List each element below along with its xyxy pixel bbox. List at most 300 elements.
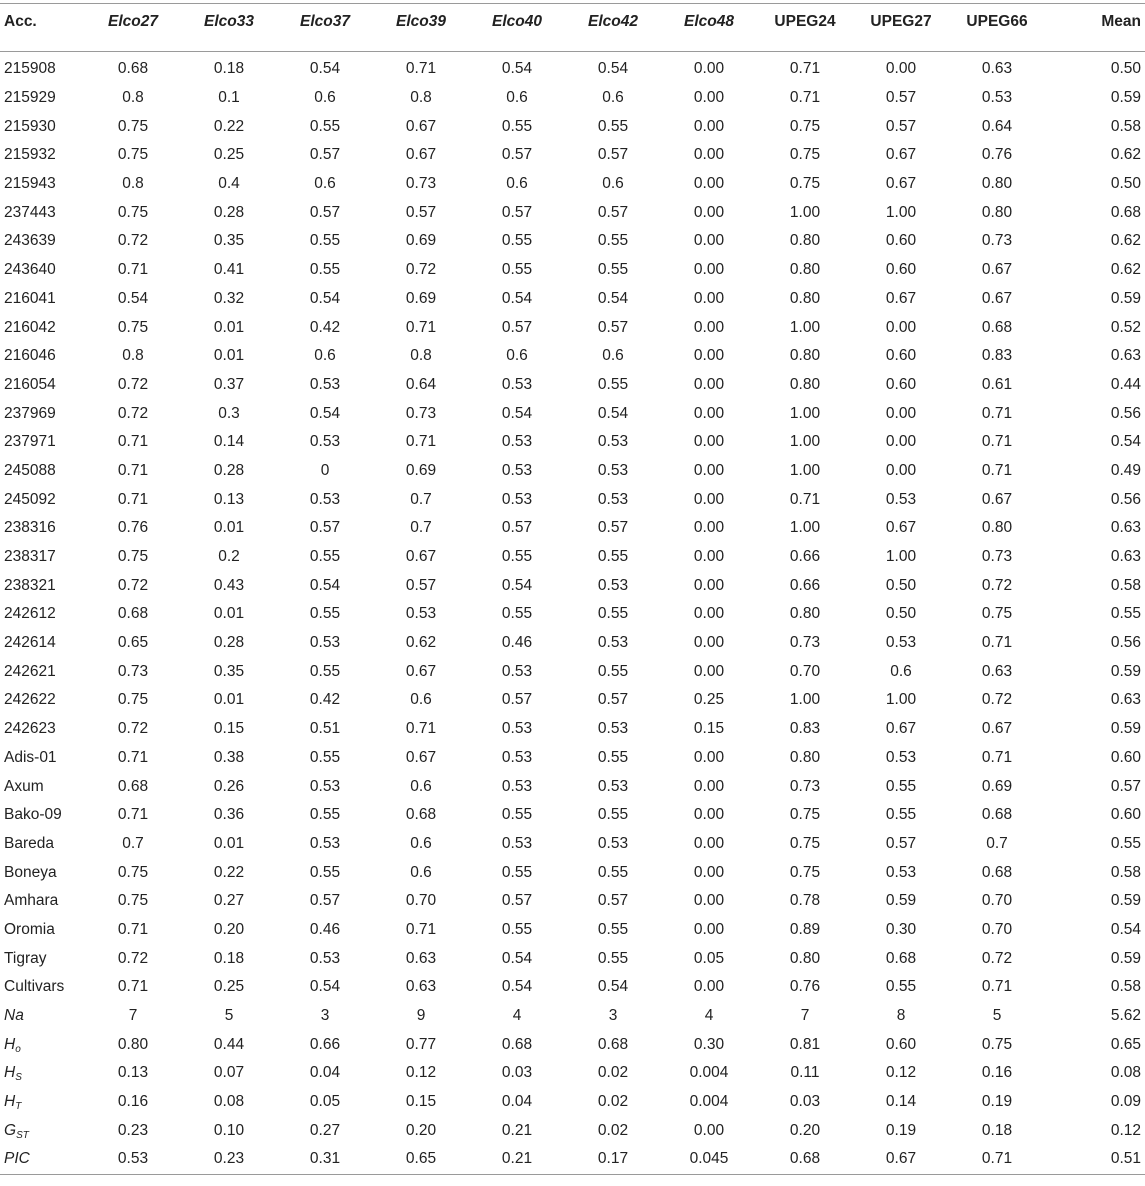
table-cell: 0.53 [597,461,629,479]
table-row [0,858,1145,887]
table-cell: 0.80 [789,347,821,365]
table-cell: 0.32 [213,289,245,307]
table-cell: 0.6 [602,89,624,107]
table-cell: 0.71 [405,60,437,78]
row-label: 237443 [4,203,56,221]
table-cell: 0.54 [309,289,341,307]
table-cell: 0.00 [693,605,725,623]
table-cell: 0.63 [405,949,437,967]
table-cell: 0.28 [213,203,245,221]
row-label: 242621 [4,662,56,680]
stat-label-subscript: S [15,1072,22,1084]
row-label: 238317 [4,548,56,566]
stat-label-subscript: T [15,1101,22,1113]
table-cell: 0.55 [501,117,533,135]
table-cell: 0.59 [1110,892,1141,910]
table-cell: 0.55 [309,548,341,566]
table-cell: 0.71 [117,261,149,279]
stat-cell: 0.07 [213,1064,245,1082]
table-cell: 0.6 [602,175,624,193]
table-cell: 0.00 [693,60,725,78]
stat-cell: 0.27 [309,1121,341,1139]
column-header-elco37: Elco37 [300,13,350,30]
row-label: 215943 [4,175,56,193]
column-header-mean: Mean [1101,13,1141,30]
table-cell: 0.53 [501,490,533,508]
table-cell: 0.54 [501,289,533,307]
table-cell: 0.4 [218,175,240,193]
table-cell: 0.00 [693,662,725,680]
row-label: 242614 [4,634,56,652]
table-cell: 0.55 [597,375,629,393]
row-label: 242622 [4,691,56,709]
table-cell: 0.59 [1110,289,1141,307]
table-cell: 0.8 [122,175,144,193]
stat-cell: 0.045 [689,1150,729,1168]
stat-label-subscript: o [15,1043,21,1055]
row-label: 243639 [4,232,56,250]
table-cell: 0.55 [501,920,533,938]
table-cell: 0.53 [597,720,629,738]
table-cell: 0.59 [1110,720,1141,738]
table-cell: 0.00 [693,748,725,766]
row-label: 238316 [4,519,56,537]
table-cell: 0.71 [789,60,821,78]
stat-cell: 0.04 [501,1093,533,1111]
table-cell: 0.58 [1110,978,1141,996]
column-header-upeg27: UPEG27 [870,13,932,30]
table-row [0,285,1145,314]
stat-cell: 0.10 [213,1121,245,1139]
table-cell: 1.00 [885,548,917,566]
table-cell: 0.69 [405,289,437,307]
stat-cell: 0.60 [885,1035,917,1053]
table-cell: 0.60 [885,347,917,365]
table-cell: 0.67 [885,720,917,738]
table-cell: 0.53 [309,375,341,393]
table-cell: 0.58 [1110,576,1141,594]
table-cell: 0.57 [1110,777,1141,795]
stat-row [0,1030,1145,1059]
table-cell: 0.00 [885,404,917,422]
stat-cell: 0.20 [405,1121,437,1139]
table-cell: 0.54 [309,60,341,78]
table-cell: 0.67 [405,548,437,566]
table-row [0,170,1145,199]
table-cell: 0.38 [213,748,245,766]
table-cell: 0.54 [597,404,629,422]
table-cell: 0.71 [117,806,149,824]
table-cell: 0.00 [693,117,725,135]
table-cell: 0.00 [693,576,725,594]
row-label: Bako-09 [4,806,62,824]
stat-cell: 0.19 [981,1093,1013,1111]
table-cell: 0.80 [789,949,821,967]
table-cell: 0.60 [885,375,917,393]
table-cell: 0.22 [213,863,245,881]
column-header-accession: Acc. [4,13,37,30]
table-cell: 0.55 [309,748,341,766]
table-row [0,342,1145,371]
table-cell: 0.55 [309,117,341,135]
table-cell: 0.59 [1110,949,1141,967]
stat-cell: 0.68 [597,1035,629,1053]
table-cell: 0.25 [693,691,725,709]
table-cell: 0.28 [213,461,245,479]
table-cell: 0.49 [1110,461,1141,479]
table-cell: 0.80 [789,289,821,307]
table-cell: 0.57 [597,519,629,537]
table-cell: 0.67 [405,662,437,680]
table-cell: 0.8 [122,89,144,107]
table-cell: 0.44 [1110,375,1141,393]
table-cell: 1.00 [885,691,917,709]
table-cell: 0.78 [789,892,821,910]
table-cell: 0.71 [789,89,821,107]
stat-cell: 0.004 [689,1093,729,1111]
table-cell: 0.71 [405,920,437,938]
table-row [0,141,1145,170]
table-cell: 0.64 [405,375,437,393]
stat-cell: 0.23 [213,1150,245,1168]
table-cell: 0.57 [309,892,341,910]
table-cell: 0.00 [693,89,725,107]
table-cell: 0.55 [597,920,629,938]
table-cell: 0.25 [213,146,245,164]
table-cell: 0.57 [597,203,629,221]
table-cell: 0.60 [1110,806,1141,824]
table-cell: 0.8 [122,347,144,365]
table-cell: 0.80 [789,375,821,393]
stat-cell: 0.80 [117,1035,149,1053]
table-cell: 0.41 [213,261,245,279]
table-cell: 0.55 [597,117,629,135]
stat-cell: 0.17 [597,1150,629,1168]
table-cell: 0.01 [213,691,245,709]
row-label: Axum [4,777,44,795]
row-label: Adis-01 [4,748,57,766]
table-cell: 0.67 [885,289,917,307]
table-cell: 0.71 [117,490,149,508]
table-cell: 0.00 [693,261,725,279]
table-cell: 0.00 [693,978,725,996]
table-cell: 0.00 [693,175,725,193]
table-cell: 0.62 [1110,232,1141,250]
table-cell: 0.68 [405,806,437,824]
table-cell: 0.53 [309,490,341,508]
table-cell: 0.70 [981,892,1013,910]
stat-cell: 0.05 [309,1093,341,1111]
table-cell: 0.70 [789,662,821,680]
table-cell: 0.00 [693,863,725,881]
table-cell: 0.59 [885,892,917,910]
table-cell: 0.62 [405,634,437,652]
stat-cell: 0.00 [693,1121,725,1139]
table-cell: 0.35 [213,662,245,680]
table-cell: 0.57 [405,203,437,221]
table-cell: 0.15 [213,720,245,738]
table-row [0,428,1145,457]
stat-cell: 0.09 [1110,1093,1141,1111]
row-label: Bareda [4,834,54,852]
table-cell: 0.83 [789,720,821,738]
table-cell: 0.80 [789,261,821,279]
table-cell: 0.75 [117,548,149,566]
table-row [0,944,1145,973]
stat-cell: 0.15 [405,1093,437,1111]
table-cell: 0.80 [789,605,821,623]
stat-cell: 0.13 [117,1064,149,1082]
table-cell: 0.57 [309,146,341,164]
row-label: 215929 [4,89,56,107]
table-cell: 0.66 [789,548,821,566]
table-row [0,629,1145,658]
stat-cell: 4 [512,1007,522,1025]
table-cell: 0.75 [117,318,149,336]
table-row [0,715,1145,744]
table-cell: 0.59 [1110,662,1141,680]
table-cell: 0.75 [117,863,149,881]
table-cell: 0.22 [213,117,245,135]
stat-cell: 0.03 [501,1064,533,1082]
table-cell: 0.00 [885,318,917,336]
table-cell: 0.54 [501,978,533,996]
table-cell: 0.6 [410,863,432,881]
table-cell: 0.54 [501,949,533,967]
table-cell: 0.13 [213,490,245,508]
table-cell: 0.68 [981,806,1013,824]
table-cell: 0.55 [309,232,341,250]
row-label: 245092 [4,490,56,508]
table-cell: 0.00 [693,347,725,365]
table-cell: 0.6 [314,175,336,193]
table-row [0,313,1145,342]
table-cell: 0.57 [885,834,917,852]
table-cell: 0.57 [405,576,437,594]
row-label: Oromia [4,920,55,938]
table-cell: 0.27 [213,892,245,910]
table-cell: 0.55 [597,863,629,881]
table-cell: 0.73 [405,404,437,422]
stat-cell: 0.03 [789,1093,821,1111]
table-cell: 0.53 [885,490,917,508]
table-cell: 0.71 [981,461,1013,479]
table-cell: 0.63 [981,662,1013,680]
stat-cell: 0.20 [789,1121,821,1139]
table-cell: 0.68 [981,863,1013,881]
table-cell: 0.6 [602,347,624,365]
stat-label-base: PIC [4,1150,30,1168]
table-cell: 0.54 [501,404,533,422]
row-label: 243640 [4,261,56,279]
table-cell: 0.55 [501,548,533,566]
table-cell: 0.54 [1110,433,1141,451]
row-label: 216046 [4,347,56,365]
table-cell: 0.68 [117,605,149,623]
table-cell: 0.57 [885,117,917,135]
table-cell: 0.6 [890,662,912,680]
table-cell: 0.01 [213,318,245,336]
table-cell: 0.68 [981,318,1013,336]
table-row [0,256,1145,285]
table-cell: 0.00 [693,146,725,164]
table-cell: 0.50 [1110,175,1141,193]
table-cell: 0.53 [309,634,341,652]
table-cell: 0.76 [789,978,821,996]
table-row [0,801,1145,830]
stat-label [0,1145,85,1174]
table-header [0,4,1145,52]
table-cell: 0.00 [693,203,725,221]
table-cell: 0.55 [885,978,917,996]
row-label: 216054 [4,375,56,393]
table-cell: 0.54 [597,60,629,78]
table-cell: 0.50 [1110,60,1141,78]
table-cell: 0.80 [981,519,1013,537]
stat-cell: 0.81 [789,1035,821,1053]
table-cell: 0.80 [789,232,821,250]
table-cell: 0.75 [117,117,149,135]
table-cell: 0.63 [1110,519,1141,537]
table-cell: 0.71 [117,433,149,451]
table-cell: 0.00 [885,433,917,451]
table-cell: 0.37 [213,375,245,393]
table-cell: 0.57 [501,892,533,910]
table-cell: 0.67 [981,289,1013,307]
table-cell: 0.54 [501,60,533,78]
stat-label [0,1002,85,1031]
stat-cell: 0.08 [1110,1064,1141,1082]
table-cell: 0.72 [981,691,1013,709]
column-header-elco42: Elco42 [588,13,638,30]
table-cell: 0.72 [405,261,437,279]
stat-cell: 0.12 [405,1064,437,1082]
stat-cell: 0.68 [501,1035,533,1053]
table-cell: 0.71 [117,920,149,938]
table-cell: 0.80 [981,203,1013,221]
column-header-elco33: Elco33 [204,13,254,30]
stat-cell: 9 [416,1007,426,1025]
stat-row [0,1002,1145,1031]
table-cell: 0.00 [693,232,725,250]
table-cell: 0.01 [213,519,245,537]
table-cell: 0.75 [789,117,821,135]
row-label: 245088 [4,461,56,479]
table-cell: 0.18 [213,949,245,967]
table-cell: 0.00 [693,634,725,652]
table-cell: 0.53 [309,777,341,795]
table-cell: 0.55 [501,605,533,623]
table-cell: 0.75 [789,834,821,852]
table-cell: 0.55 [597,662,629,680]
table-cell: 0.69 [405,232,437,250]
stat-cell: 0.19 [885,1121,917,1139]
stat-label-subscript: ST [16,1129,29,1141]
stat-cell: 0.08 [213,1093,245,1111]
table-cell: 0.15 [693,720,725,738]
table-cell: 0.54 [501,576,533,594]
table-cell: 0.55 [501,232,533,250]
table-cell: 0.6 [410,834,432,852]
stat-cell: 0.23 [117,1121,149,1139]
column-header-upeg24: UPEG24 [774,13,836,30]
table-cell: 0.63 [405,978,437,996]
row-label: 237969 [4,404,56,422]
table-cell: 0.46 [309,920,341,938]
column-header-elco39: Elco39 [396,13,446,30]
stat-cell: 5.62 [1110,1007,1141,1025]
table-cell: 0.67 [981,261,1013,279]
table-cell: 0.83 [981,347,1013,365]
table-cell: 0.57 [597,318,629,336]
table-cell: 0.00 [693,375,725,393]
table-cell: 0.57 [597,146,629,164]
table-cell: 0.01 [213,605,245,623]
table-cell: 0.63 [981,60,1013,78]
stat-label [0,1030,85,1059]
table-row [0,686,1145,715]
stat-row [0,1088,1145,1117]
table-cell: 0.71 [981,978,1013,996]
table-cell: 0.00 [693,318,725,336]
stat-cell: 0.14 [885,1093,917,1111]
row-label: 242623 [4,720,56,738]
table-cell: 0.57 [309,203,341,221]
table-cell: 0.57 [309,519,341,537]
table-cell: 0.53 [501,662,533,680]
table-cell: 0.57 [501,203,533,221]
table-cell: 0.67 [405,146,437,164]
table-cell: 0.80 [789,748,821,766]
table-cell: 0.72 [117,576,149,594]
stat-cell: 0.11 [790,1064,820,1082]
table-cell: 0.67 [885,175,917,193]
table-cell: 0.71 [405,318,437,336]
table-cell: 0.73 [117,662,149,680]
stat-cell: 0.77 [405,1035,437,1053]
stat-cell: 0.75 [981,1035,1013,1053]
stat-cell: 0.30 [693,1035,725,1053]
table-cell: 0.72 [117,720,149,738]
table-cell: 0.55 [309,806,341,824]
row-label: 215930 [4,117,56,135]
table-cell: 0.20 [213,920,245,938]
table-row [0,399,1145,428]
table-cell: 0.55 [597,806,629,824]
table-cell: 0.63 [1110,691,1141,709]
table-cell: 1.00 [789,519,821,537]
stat-cell: 0.12 [1110,1121,1141,1139]
column-header-elco27: Elco27 [108,13,158,30]
table-cell: 0.55 [1110,834,1141,852]
table-cell: 0.54 [309,978,341,996]
table-cell: 0.72 [117,404,149,422]
table-cell: 0.00 [885,60,917,78]
table-cell: 0.71 [117,461,149,479]
table-cell: 0.76 [117,519,149,537]
table-cell: 0.69 [981,777,1013,795]
table-row [0,772,1145,801]
table-cell: 0.71 [981,433,1013,451]
stat-row [0,1116,1145,1145]
table-cell: 0.71 [981,404,1013,422]
stat-cell: 0.67 [885,1150,917,1168]
table-cell: 0.75 [117,146,149,164]
table-cell: 0.53 [597,490,629,508]
row-label: Amhara [4,892,59,910]
stat-cell: 5 [224,1007,234,1025]
table-cell: 0.55 [885,806,917,824]
